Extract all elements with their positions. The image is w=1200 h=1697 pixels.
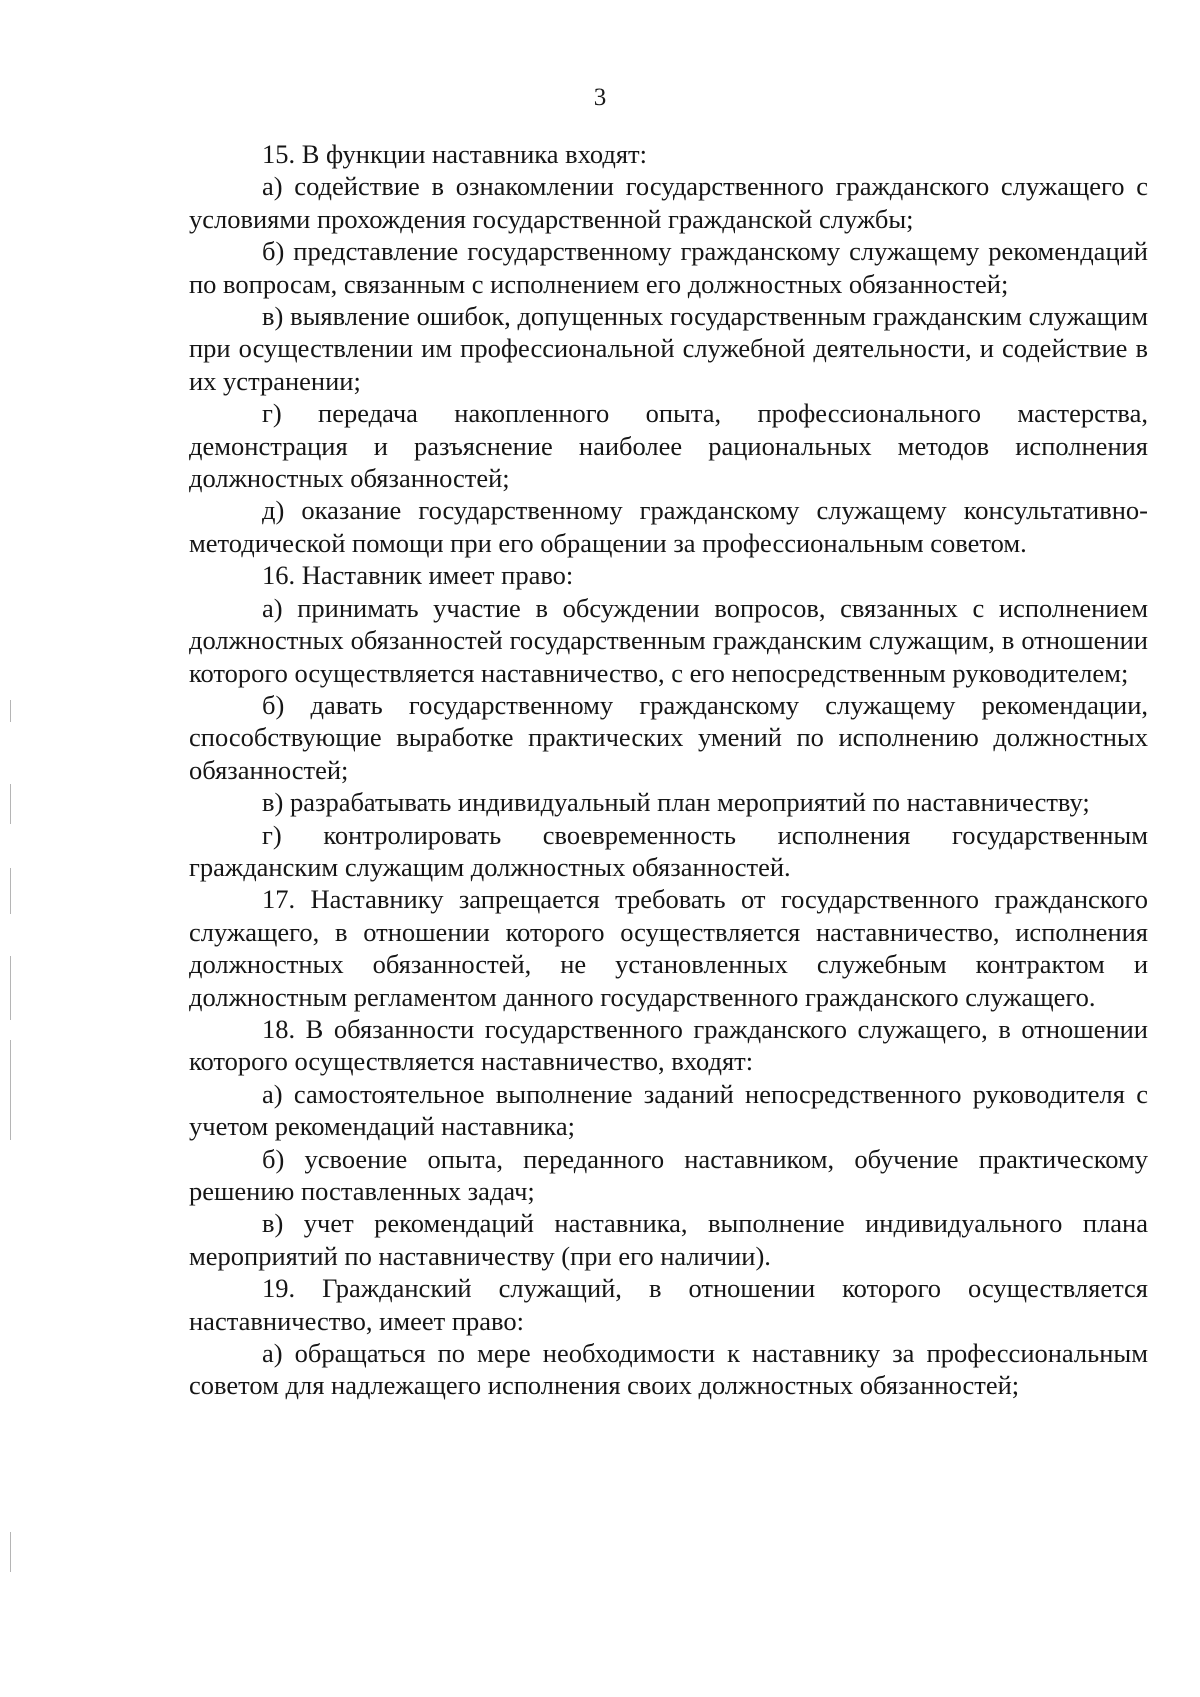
- paragraph-16g: г) контролировать своевременность исполнения государственным гражданским служащим должностных обязанностей.: [189, 819, 1148, 882]
- paragraph-17: 17. Наставнику запрещается требовать от государственного гражданского служащего, в отношении которого осуществляется наставничество, исполнения должностных обязанностей, не установленных служебным контрактом и должностным регламентом данного государственного гражданского служащего.: [189, 884, 1148, 1012]
- paragraph-15: 15. В функции наставника входят:: [262, 139, 648, 169]
- page-number: 3: [593, 84, 607, 111]
- scan-margin-mark: [10, 784, 11, 824]
- paragraph-16b: б) давать государственному гражданскому служащему рекомендации, способствующие выработке практических умений по исполнению должностных обязанностей;: [189, 689, 1148, 785]
- paragraph-15v: в) выявление ошибок, допущенных государственным гражданским служащим при осуществлении им профессиональной служебной деятельности, и содействие в их устранении;: [189, 301, 1148, 396]
- paragraph-19a: а) обращаться по мере необходимости к наставнику за профессиональным советом для надлежащего исполнения своих должностных обязанностей;: [189, 1338, 1148, 1401]
- paragraph-18b: б) усвоение опыта, переданного наставником, обучение практическому решению поставленных задач;: [189, 1143, 1148, 1206]
- paragraph-18v: в) учет рекомендаций наставника, выполнение индивидуального плана мероприятий по наставничеству (при его наличии).: [189, 1208, 1148, 1271]
- paragraph-15a: а) содействие в ознакомлении государственного гражданского служащего с условиями прохождения государственной гражданской службы;: [189, 171, 1148, 234]
- paragraph-15b: б) представление государственному гражданскому служащему рекомендаций по вопросам, связанным с исполнением его должностных обязанностей;: [189, 236, 1148, 299]
- scan-margin-mark: [10, 1040, 11, 1140]
- scan-margin-mark: [10, 956, 11, 1020]
- paragraph-15g: г) передача накопленного опыта, профессионального мастерства, демонстрация и разъяснение наиболее рациональных методов исполнения должностных обязанностей;: [189, 398, 1148, 494]
- scan-margin-mark: [10, 868, 11, 914]
- paragraph-16v: в) разрабатывать индивидуальный план мероприятий по наставничеству;: [262, 787, 1090, 818]
- paragraph-18: 18. В обязанности государственного гражданского служащего, в отношении которого осуществляется наставничество, входят:: [189, 1013, 1148, 1077]
- paragraph-15d: д) оказание государственному гражданскому служащему консультативно-методической помощи при его обращении за профессиональным советом.: [189, 495, 1148, 558]
- document-body: [189, 138, 1148, 1402]
- paragraph-16a: а) принимать участие в обсуждении вопросов, связанных с исполнением должностных обязанностей государственным гражданским служащим, в отношении которого осуществляется наставничество, с его непосредственным руководителем;: [189, 592, 1148, 688]
- scan-margin-mark: [10, 1532, 11, 1572]
- paragraph-16: 16. Наставник имеет право:: [262, 560, 574, 591]
- paragraph-18a: а) самостоятельное выполнение заданий непосредственного руководителя с учетом рекомендаций наставника;: [189, 1078, 1148, 1142]
- scan-margin-mark: [10, 700, 11, 722]
- paragraph-19: 19. Гражданский служащий, в отношении которого осуществляется наставничество, имеет право:: [189, 1273, 1148, 1336]
